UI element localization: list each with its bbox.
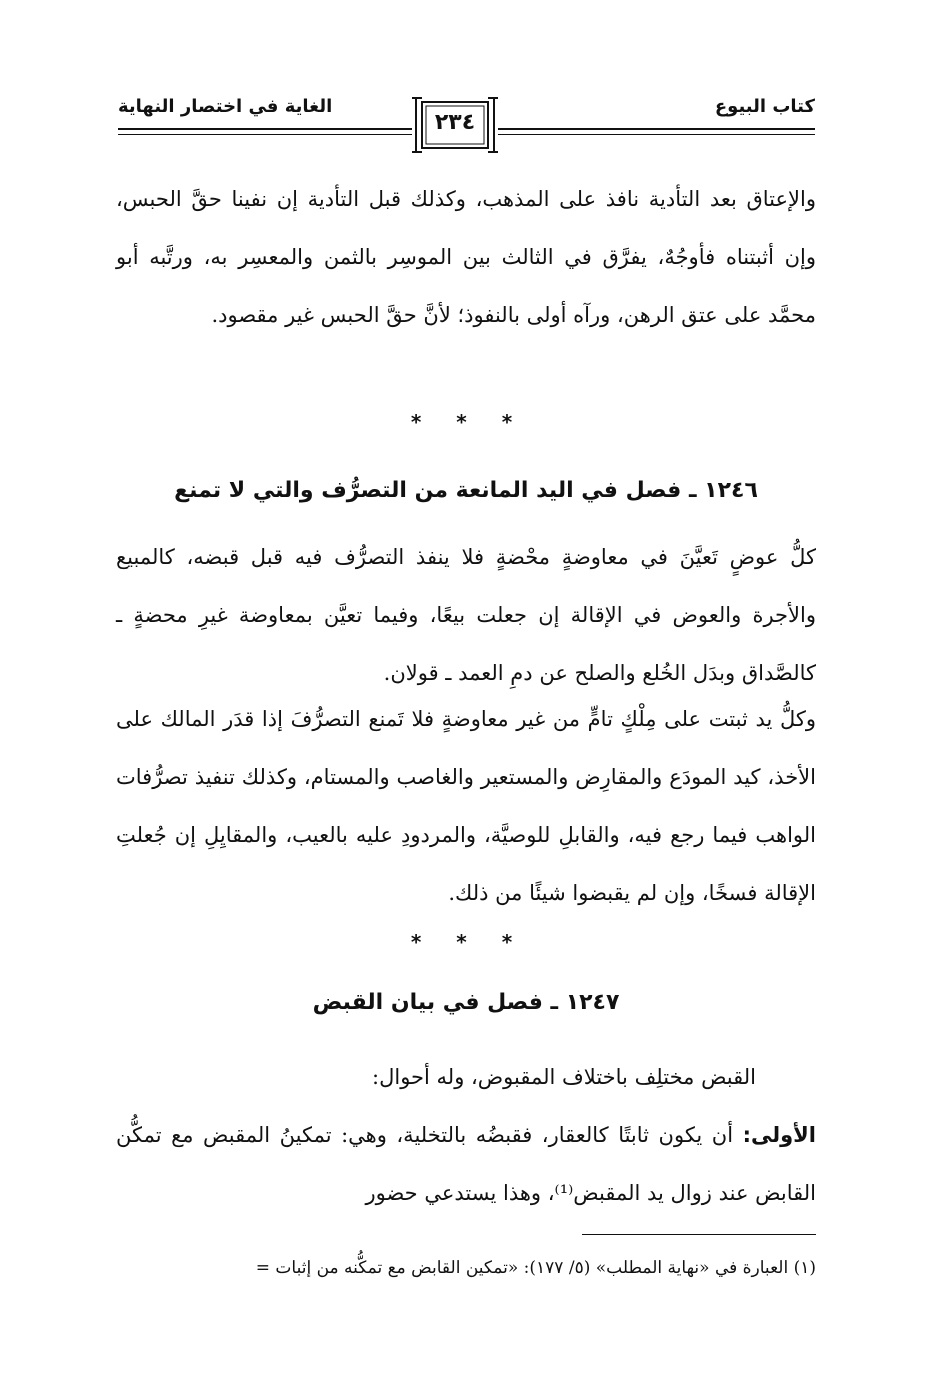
footnote-1: (١) العبارة في «نهاية المطلب» (٥/ ١٧٧): «تمكين القابض مع تمكُّنه من إثبات = bbox=[255, 1258, 816, 1278]
paragraph-4: القبض مختلِف باختلاف المقبوض، وله أحوال: bbox=[372, 1065, 756, 1089]
paragraph-3: وكلُّ يد ثبتت على مِلْكٍ تامٍّ من غير معاوضةٍ فلا تَمنع التصرُّفَ إذا قدَر المالك على الأخذ، كيد المودَع والمقارِض والمستعير والغاصب والمستام، وكذلك تنفيذ تصرُّفات الواهب فيما رجع فيه، والقابلِ للوصيَّة، والمردودِ عليه بالعيب، والمقايِلِ إن جُعلتِ الإقالة فسخًا، وإن لم يقبضوا شيئًا من ذلك. bbox=[116, 707, 816, 905]
page-number: ٢٣٤ bbox=[434, 110, 476, 135]
paragraph-2: كلُّ عوضٍ تَعيَّنَ في معاوضةٍ محْضةٍ فلا ينفذ التصرُّف فيه قبل قبضه، كالمبيع والأجرة والعوض في الإقالة إن جعلت بيعًا، وفيما تعيَّن بمعاوضة غيرِ محضةٍ ـ كالصَّداق وبدَل الخُلع والصلح عن دمِ العمد ـ قولان. bbox=[116, 545, 816, 685]
section-heading-1247: ١٢٤٧ ـ فصل في بيان القبض bbox=[312, 990, 620, 1015]
running-header-book-title: الغاية في اختصار النهاية bbox=[118, 96, 333, 117]
running-header-chapter: كتاب البيوع bbox=[714, 96, 815, 117]
paragraph-5-text: أن يكون ثابتًا كالعقار، فقبضُه بالتخلية، وهي: تمكينُ المقبض مع تمكُّن القابض عند زوال يد المقبض⁽¹⁾، وهذا يستدعي حضور bbox=[116, 1123, 816, 1205]
paragraph-5 bbox=[116, 1106, 816, 1222]
section-heading-1246: ١٢٤٦ ـ فصل في اليد المانعة من التصرُّف والتي لا تمنع bbox=[174, 478, 758, 503]
footnote-rule bbox=[582, 1234, 816, 1235]
section-separator-1: * * * bbox=[410, 410, 527, 434]
page-number-frame bbox=[412, 96, 498, 154]
paragraph-1: والإعتاق بعد التأدية نافذ على المذهب، وكذلك قبل التأدية إن نفينا حقَّ الحبس، وإن أثبتناه فأوجُهٌ، يفرَّق في الثالث بين الموسِر بالثمن والمعسِر به، ورتَّبه أبو محمَّد على عتق الرهن، ورآه أولى بالنفوذ؛ لأنَّ حقَّ الحبس غير مقصود. bbox=[116, 187, 816, 327]
section-separator-2: * * * bbox=[410, 930, 527, 954]
paragraph-5-lead: الأولى: bbox=[742, 1123, 816, 1147]
